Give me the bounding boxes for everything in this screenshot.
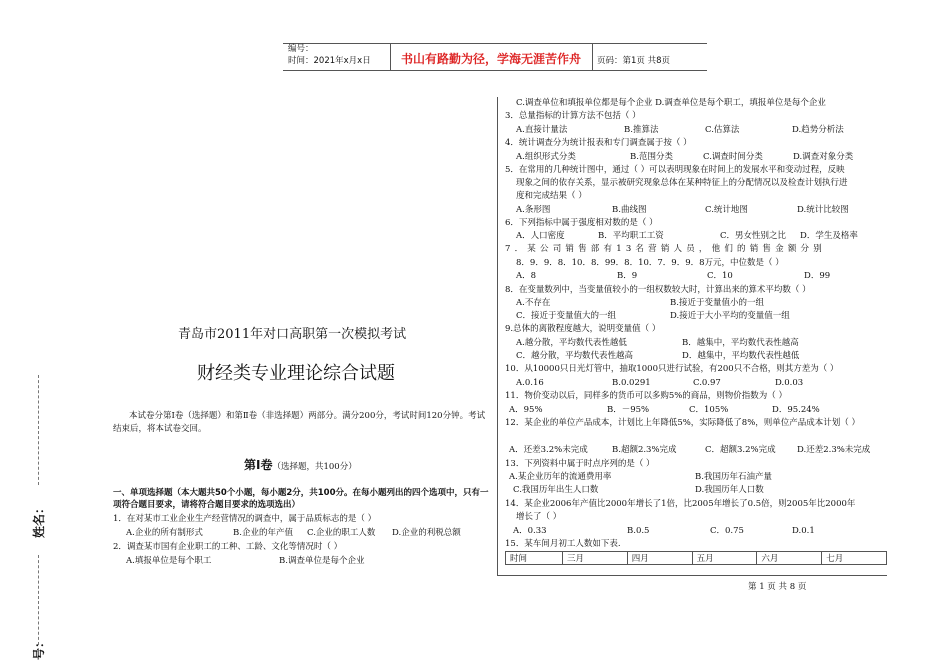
q1-option-b: B.企业的年产值 [233, 528, 293, 538]
q1-option-d: D.企业的利税总额 [392, 528, 461, 538]
q6-option-b: B．平均职工工资 [598, 231, 664, 241]
question-8: 8．在变量数列中，当变量值较小的一组权数较大时，计算出来的算术平均数（ ） [505, 285, 811, 295]
question-13: 13．下列资料中属于时点序列的是（ ） [505, 459, 655, 469]
q13-option-b: B.我国历年石油产量 [695, 472, 772, 482]
q2-option-b: B.调查单位是每个企业 [279, 556, 365, 566]
question-1: 1．在对某市工业企业生产经营情况的调查中，属于品质标志的是（ ） [113, 514, 377, 524]
table-header-cell: 六月 [757, 552, 822, 565]
q3-option-a: A.直接计量法 [516, 125, 568, 135]
q4-option-b: B.范围分类 [630, 152, 673, 162]
q11-option-d: D．95.24% [772, 405, 820, 415]
q14-option-d: D.0.1 [792, 526, 815, 536]
q13-option-d: D.我国历年人口数 [695, 485, 764, 495]
q9-option-c: C．越分散，平均数代表性越高 [516, 351, 634, 361]
q8-option-a: A.不存在 [516, 298, 551, 308]
q8-option-b: B.接近于变量值小的一组 [670, 298, 764, 308]
volume-heading-main: 第Ⅰ卷 [244, 458, 273, 472]
header-number-label: 编号： [288, 44, 314, 54]
exam-title: 青岛市2011年对口高职第一次模拟考试 [178, 327, 407, 342]
q3-option-d: D.趋势分析法 [792, 125, 844, 135]
q5-option-a: A.条形图 [516, 205, 551, 215]
table-header-cell: 三月 [563, 552, 628, 565]
q10-option-d: D.0.03 [775, 378, 804, 388]
q10-option-a: A.0.16 [516, 378, 544, 388]
q8-option-d: D.接近于大小平均的变量值一组 [670, 311, 790, 321]
q4-option-a: A.组织形式分类 [516, 152, 576, 162]
header-motto: 书山有路勤为径，学海无涯苦作舟 [400, 52, 581, 66]
q9-option-b: B．越集中，平均数代表性越高 [682, 338, 799, 348]
question-11: 11．物价变动以后，同样多的货币可以多购5%的商品，则物价指数为（ ） [505, 391, 788, 401]
question-6: 6．下列指标中属于强度相对数的是（ ） [505, 218, 658, 228]
question-5-line-3: 度和完成结果（ ） [516, 191, 587, 201]
volume-heading-note: （选择题，共100分） [272, 462, 357, 472]
exam-subject-title: 财经类专业理论综合试题 [197, 363, 395, 384]
q12-option-d: D.还差2.3%未完成 [797, 445, 871, 455]
q1-option-c: C.企业的职工人数 [307, 528, 376, 538]
q7-option-a: A．8 [516, 271, 537, 281]
header-time-label: 时间：2021年x月x日 [288, 56, 371, 66]
q8-option-c: C．接近于变量值大的一组 [516, 311, 617, 321]
header-divider-left [390, 43, 391, 70]
workers-table [505, 551, 887, 565]
q12-option-b: B.超额2.3%完成 [612, 445, 677, 455]
table-header-cell: 五月 [692, 552, 757, 565]
q13-option-c: C.我国历年出生人口数 [513, 485, 599, 495]
number-label: 号： [32, 635, 46, 660]
q3-option-c: C.估算法 [705, 125, 740, 135]
q5-option-b: B.曲线图 [612, 205, 647, 215]
q5-option-c: C.统计地图 [705, 205, 748, 215]
q6-option-a: A．人口密度 [516, 231, 565, 241]
question-15: 15．某车间月初工人数如下表. [505, 539, 621, 549]
question-7-line-2: 8．9．9．8．10．8．99．8．10．7．9．9．8万元，中位数是（ ） [516, 258, 784, 268]
question-7-line-1: 7．某公司销售部有13名营销人员，他们的销售金额分别 [505, 244, 826, 254]
q14-option-a: A．0.33 [513, 526, 547, 536]
name-label: 姓名： [32, 501, 46, 538]
question-3: 3．总量指标的计算方法不包括（ ） [505, 111, 641, 121]
q4-option-d: D.调查对象分类 [793, 152, 854, 162]
section-heading: 一、单项选择题（本大题共50个小题，每小题2分，共100分。在每小题列出的四个选项中，只有一项符合题目要求，请将符合题目要求的选项选出） [113, 488, 489, 510]
q11-option-a: A．95% [509, 405, 543, 415]
q7-option-b: B．9 [617, 271, 638, 281]
q9-option-d: D．越集中，平均数代表性越低 [682, 351, 800, 361]
q2-options-cd: C.调查单位和填报单位都是每个企业 D.调查单位是每个职工，填报单位是每个企业 [516, 98, 826, 108]
q2-option-a: A.填报单位是每个职工 [126, 556, 212, 566]
q7-option-c: C．10 [707, 271, 733, 281]
q12-option-a: A．还差3.2%未完成 [509, 445, 588, 455]
volume-heading [244, 454, 357, 473]
question-12: 12．某企业的单位产品成本，计划比上年降低5%，实际降低了8%，则单位产品成本计划（ ） [505, 418, 860, 428]
q5-option-d: D.统计比较图 [797, 205, 849, 215]
binding-dash-bottom [38, 555, 39, 645]
q11-option-c: C．105% [689, 405, 729, 415]
question-4: 4．统计调查分为统计报表和专门调查属于按（ ） [505, 138, 692, 148]
table-header-cell: 七月 [822, 552, 887, 565]
q6-option-d: D．学生及格率 [800, 231, 858, 241]
q12-option-c: C．超额3.2%完成 [705, 445, 776, 455]
question-9: 9.总体的离散程度越大，说明变量值（ ） [505, 324, 661, 334]
table-row [506, 552, 887, 565]
header-bottom-rule [283, 70, 707, 71]
question-5-line-2: 现象之间的依存关系，显示被研究现象总体在某种特征上的分配情况以及检查计划执行进 [516, 178, 848, 188]
q10-option-b: B.0.0291 [612, 378, 651, 388]
question-5-line-1: 5．在常用的几种统计图中，通过（ ）可以表明现象在时间上的发展水平和变动过程，反映 [505, 165, 845, 175]
q9-option-a: A.越分散，平均数代表性越低 [516, 338, 627, 348]
question-14-line-1: 14．某企业2006年产值比2000年增长了1倍，比2005年增长了0.5倍，则2005年比2000年 [505, 499, 856, 509]
q14-option-c: C．0.75 [710, 526, 744, 536]
question-14-line-2: 增长了（ ） [516, 512, 562, 522]
column-bottom-rule [497, 575, 887, 576]
exam-intro: 本试卷分第Ⅰ卷（选择题）和第Ⅱ卷（非选择题）两部分。满分200分，考试时间120分钟。考试结束后，将本试卷交回。 [113, 411, 486, 434]
q11-option-b: B．－95% [607, 405, 650, 415]
q7-option-d: D．99 [804, 271, 831, 281]
q13-option-a: A.某企业历年的流通费用率 [509, 472, 612, 482]
question-10: 10．从10000只日光灯管中，抽取1000只进行试验，有200只不合格，则其方差为（ ） [505, 364, 839, 374]
q6-option-c: C．男女性别之比 [720, 231, 787, 241]
q1-option-a: A.企业的所有制形式 [126, 528, 203, 538]
q3-option-b: B.推算法 [624, 125, 659, 135]
q4-option-c: C.调查时间分类 [703, 152, 763, 162]
binding-dash-top [38, 375, 39, 485]
table-header-cell: 时间 [506, 552, 563, 565]
table-header-cell: 四月 [627, 552, 692, 565]
header-top-rule [283, 43, 707, 44]
header-divider-right [592, 43, 593, 70]
q10-option-c: C.0.97 [693, 378, 721, 388]
question-2: 2．调查某市国有企业职工的工种、工龄、文化等情况时（ ） [113, 542, 343, 552]
column-divider [497, 97, 498, 575]
q14-option-b: B.0.5 [627, 526, 650, 536]
header-page-label: 页码：第1页 共8页 [597, 56, 671, 66]
page-footer: 第 1 页 共 8 页 [748, 582, 807, 592]
